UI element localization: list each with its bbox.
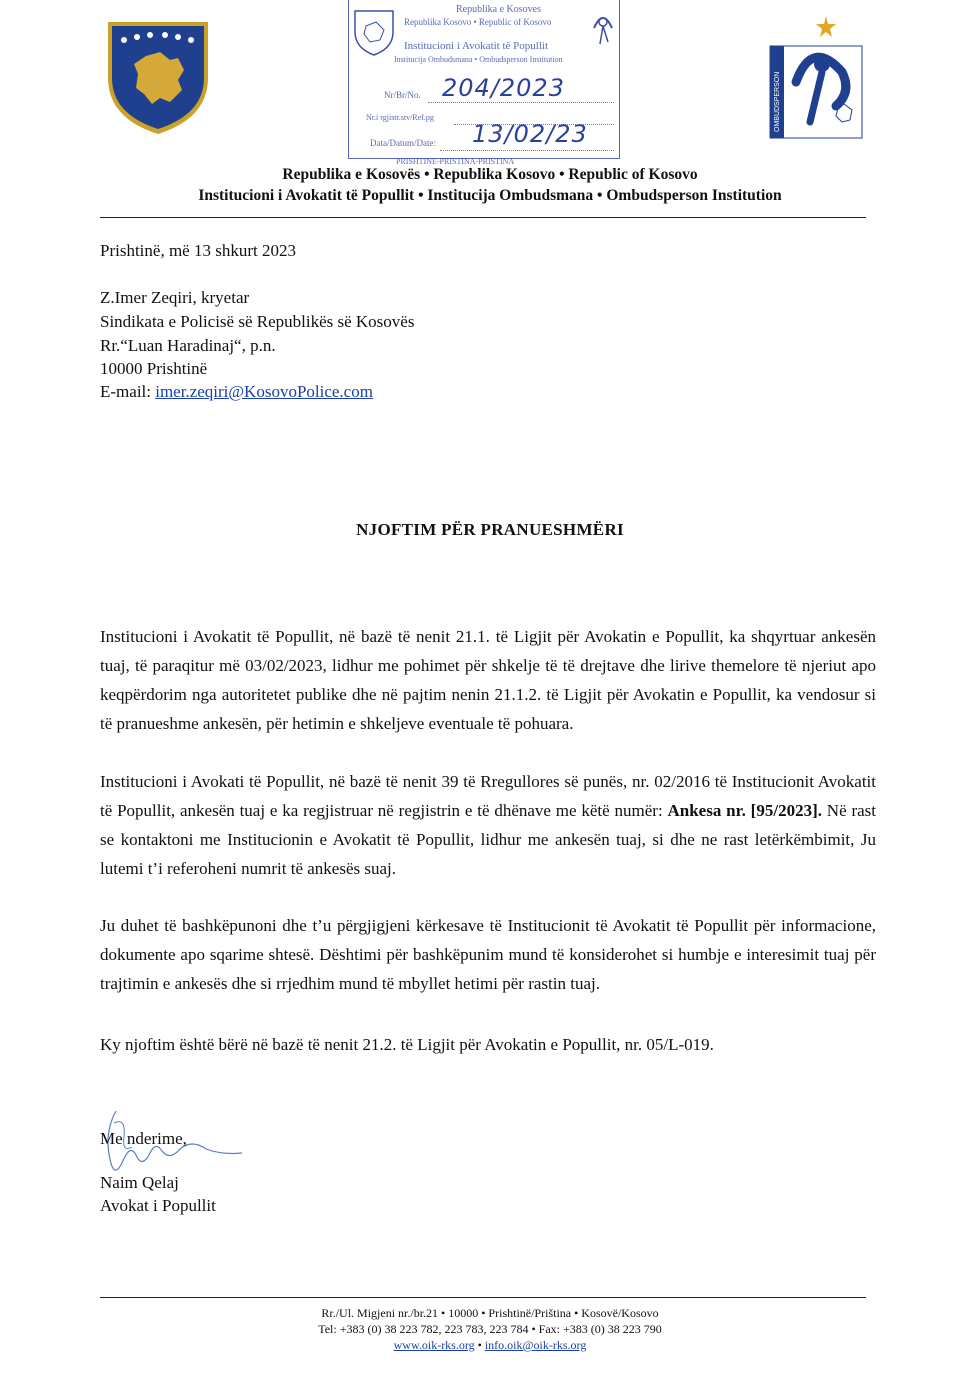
recipient-org: Sindikata e Policisë së Republikës së Kosovës xyxy=(100,312,415,331)
letter-date: Prishtinë, më 13 shkurt 2023 xyxy=(100,241,296,260)
stamp-ref-label: Nr.i rgjistr.stv/Ref.pg xyxy=(366,113,434,122)
header-divider xyxy=(100,217,866,218)
stamp-nr-label: Nr/Br/No. xyxy=(384,90,421,100)
footer-separator: • xyxy=(474,1338,485,1352)
paragraph-3: Ju duhet të bashkëpunoni dhe t’u përgjigjeni kërkesave të Institucionit të Avokatit të Popullit për informacione, dokumente apo sqarime shtesë. Dështimi për bashkëpunim mund të konsiderohet si humbje e interesimit tuaj për trajtimin e ankesës dhe si rrjedhim mund të mbyllet hetimi për rastin tuaj. xyxy=(100,916,876,993)
notice-title: NJOFTIM PËR PRANUESHMËRI xyxy=(356,520,624,539)
ombudsperson-logo-text: OMBUDSPERSON xyxy=(774,71,781,132)
stamp-ombudsperson-icon xyxy=(588,6,618,50)
header-line-1: Republika e Kosovës • Republika Kosovo • Republic of Kosovo xyxy=(282,166,698,183)
paragraph-4: Ky njoftim është bërë në bazë të nenit 21.2. të Ligjit për Avokatin e Popullit, nr. 05/L-019. xyxy=(100,1035,714,1054)
ombudsperson-logo xyxy=(766,12,866,140)
paragraph-2-start: Institucioni i Avokati të Popullit, në bazë të nenit 39 të Rregullores së punës, nr. 02/2016 të Institucionit Avokatit të Popullit, ankesën tuaj e ka regjistruar në regjistrin e të dhënave me këtë numër: xyxy=(100,772,876,820)
stamp-line-1: Republika e Kosoves xyxy=(456,4,541,15)
stamp-nr-value: 204/2023 xyxy=(442,74,565,102)
recipient-city: 10000 Prishtinë xyxy=(100,359,208,378)
complaint-number: Ankesa nr. [95/2023]. xyxy=(667,801,822,820)
footer xyxy=(0,1305,980,1353)
stamp-line-2: Republika Kosovo • Republic of Kosovo xyxy=(404,17,552,27)
paragraph-2-end: Në rast se kontaktoni me Institucionin e Avokatit të Popullit, lidhur me ankesën tuaj, si dhe ne rast letërkëmbimit, Ju lutemi t’i referoheni numrit të ankesës suaj. xyxy=(100,801,876,878)
kosovo-coat-of-arms xyxy=(104,18,212,136)
signer-name: Naim Qelaj xyxy=(100,1173,179,1192)
registration-stamp xyxy=(344,0,622,166)
stamp-emblem-icon xyxy=(352,8,396,58)
footer-links xyxy=(0,1337,980,1353)
footer-address: Rr./Ul. Migjeni nr./br.21 • 10000 • Prishtinë/Priština • Kosovë/Kosovo xyxy=(321,1306,659,1320)
stamp-date-value: 13/02/23 xyxy=(472,120,588,148)
closing: Me nderime, xyxy=(100,1129,187,1148)
paragraph-2 xyxy=(100,767,876,883)
footer-website-link[interactable]: www.oik-rks.org xyxy=(393,1338,475,1352)
recipient-street: Rr.“Luan Haradinaj“, p.n. xyxy=(100,336,276,355)
signer-title: Avokat i Popullit xyxy=(100,1196,216,1215)
stamp-date-label: Data/Datum/Date: xyxy=(370,138,436,148)
recipient-email-link[interactable]: imer.zeqiri@KosovoPolice.com xyxy=(155,382,373,401)
stamp-line-4: Institucija Ombudsmana • Ombudsperson Institution xyxy=(394,55,563,64)
recipient-name: Z.Imer Zeqiri, kryetar xyxy=(100,288,250,307)
recipient-email-line xyxy=(100,382,373,402)
paragraph-1: Institucioni i Avokatit të Popullit, në bazë të nenit 21.1. të Ligjit për Avokatin e Popullit, ka shqyrtuar ankesën tuaj, të paraqitur më 03/02/2023, lidhur me pohimet për shkelje të të drejtave dhe lirive themelore të njeriut apo keqpërdorim nga autoritetet publike dhe në pajtim nenin 21.1.2. të Ligjit për Avokatin e Popullit, ka vendosur si të pranueshme ankesën, për hetimin e shkeljeve eventuale të pohuara. xyxy=(100,627,876,733)
footer-divider xyxy=(100,1297,866,1298)
email-label: E-mail: xyxy=(100,382,156,401)
stamp-line-3: Institucioni i Avokatit të Popullit xyxy=(404,40,549,52)
footer-contact: Tel: +383 (0) 38 223 782, 223 783, 223 784 • Fax: +383 (0) 38 223 790 xyxy=(318,1322,662,1336)
stamp-place: PRISHTINE-PRISTINA-PRISTINA xyxy=(396,157,515,166)
footer-email-link[interactable]: info.oik@oik-rks.org xyxy=(484,1338,587,1352)
header-line-2: Institucioni i Avokatit të Popullit • Institucija Ombudsmana • Ombudsperson Institution xyxy=(198,187,782,204)
